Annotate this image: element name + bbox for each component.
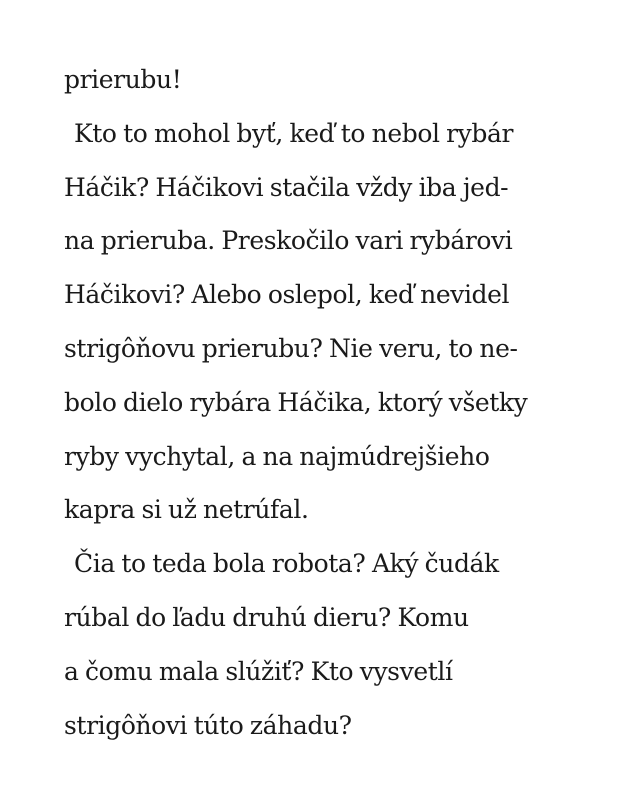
text-line: na prieruba. Preskočilo vari rybárovi bbox=[64, 226, 513, 256]
text-line: bolo dielo rybára Háčika, ktorý všetky bbox=[64, 387, 528, 417]
text-line: rúbal do ľadu druhú dieru? Komu bbox=[64, 602, 469, 632]
text-line: strigôňovi túto záhadu? bbox=[64, 710, 352, 740]
text-line: strigôňovu prierubu? Nie veru, to ne- bbox=[64, 333, 518, 363]
text-line: a čomu mala slúžiť? Kto vysvetlí bbox=[64, 656, 453, 686]
text-line: ryby vychytal, a na najmúdrejšieho bbox=[64, 441, 490, 471]
page-text bbox=[64, 58, 584, 757]
text-line: prierubu! bbox=[64, 65, 182, 94]
text-line: kapra si už netrúfal. bbox=[64, 495, 309, 525]
paragraph-start-line: Kto to mohol byť, keď to nebol rybár bbox=[74, 118, 514, 148]
text-line: Háčikovi? Alebo oslepol, keď nevidel bbox=[64, 280, 510, 310]
paragraph-start-line: Čia to teda bola robota? Aký čudák bbox=[74, 549, 499, 579]
text-line: Háčik? Háčikovi stačila vždy iba jed- bbox=[64, 172, 509, 202]
